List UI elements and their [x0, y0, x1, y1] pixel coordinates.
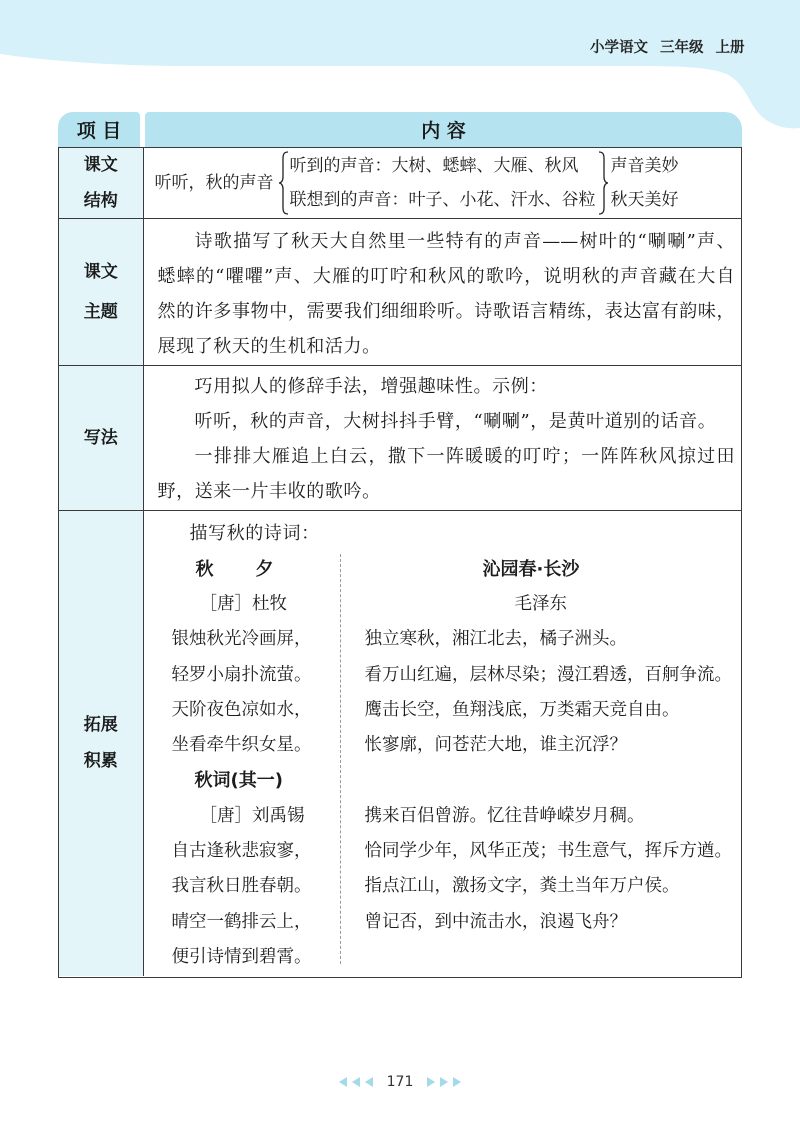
result-line: 声音美妙: [610, 155, 679, 176]
poem-line: 指点江山，激扬文字，粪土当年万户侯。: [364, 876, 680, 897]
subject-label: 小学语文: [590, 39, 648, 56]
extension-intro: 描写秋的诗词：: [189, 522, 320, 544]
paragraph-line: 听听，秋的声音，大树抖抖手臂，“唰唰”，是黄叶道别的话音。: [194, 410, 717, 432]
poem-author: ［唐］刘禹锡: [199, 805, 305, 826]
branch-heard-sounds: 听到的声音：大树、蟋蟀、大雁、秋风: [289, 155, 579, 176]
page-number: 171: [386, 1074, 414, 1090]
summary-table: [58, 147, 742, 978]
arrow-left-icon: [365, 1077, 373, 1087]
writing-paragraph: [158, 369, 735, 509]
label-extension: [59, 511, 144, 977]
label-line: 拓展: [83, 715, 118, 736]
poem-line: 独立寒秋，湘江北去，橘子洲头。: [364, 629, 627, 650]
theme-paragraph: [158, 224, 735, 364]
poem-line: 怅寥廓，问苍茫大地，谁主沉浮？: [364, 735, 627, 756]
arrow-left-icon: [352, 1077, 360, 1087]
arrow-right-icon: [427, 1077, 435, 1087]
column-header-content: 内 容: [145, 112, 742, 147]
arrow-right-icon: [453, 1077, 461, 1087]
poems-right-column: [365, 552, 733, 940]
poem-line: 鹰击长空，鱼翔浅底，万类霜天竞自由。: [364, 699, 680, 720]
result-line: 秋天美好: [610, 189, 679, 210]
poem-line: 看万山红遍，层林尽染；漫江碧透，百舸争流。: [364, 664, 732, 685]
poem-line: 自古逢秋悲寂寥，: [171, 841, 312, 862]
label-line: 积累: [83, 751, 118, 772]
poem-title: 沁园春·长沙: [482, 558, 580, 580]
label-line: 主题: [83, 301, 118, 322]
poem-line: 坐看牵牛织女星。: [171, 735, 312, 756]
poem-line: 轻罗小扇扑流萤。: [171, 664, 312, 685]
row-extension: [59, 510, 741, 977]
row-structure: [59, 148, 741, 218]
poem-line: 恰同学少年，风华正茂；书生意气，挥斥方遒。: [364, 841, 732, 862]
running-head: [590, 35, 745, 57]
structure-results: [611, 149, 679, 217]
label-writing: [59, 366, 144, 510]
label-line: 写法: [83, 427, 118, 448]
arrow-right-icon: [440, 1077, 448, 1087]
label-line: 结构: [83, 190, 118, 211]
poem-line: 便引诗情到碧霄。: [171, 946, 312, 967]
label-line: 课文: [83, 154, 118, 175]
poem-title: 秋 夕: [195, 558, 286, 580]
poem-line: 天阶夜色凉如水，: [171, 699, 312, 720]
structure-root: 听听，秋的声音: [154, 172, 274, 193]
poem-author: ［唐］杜牧: [199, 593, 287, 614]
volume-label: 上册: [715, 39, 745, 56]
label-structure: [59, 148, 144, 218]
poem-column-divider: [340, 554, 341, 964]
left-brace-icon: [278, 151, 290, 215]
page-number-footer: [320, 1073, 480, 1091]
branch-imagined-sounds: 联想到的声音：叶子、小花、汗水、谷粒: [289, 189, 596, 210]
structure-branches: [290, 149, 596, 217]
paragraph-line: 诗歌描写了秋天大自然里一些特有的声音——树叶的“唰唰”声、: [194, 230, 735, 252]
right-brace-icon: [597, 151, 609, 215]
paragraph-line: 巧用拟人的修辞手法，增强趣味性。示例：: [194, 375, 548, 397]
row-theme: [59, 218, 741, 365]
poem-line: 曾记否，到中流击水，浪遏飞舟？: [364, 911, 627, 932]
paragraph-line: 展现了秋天的生机和活力。: [157, 335, 381, 357]
grade-label: 三年级: [660, 39, 704, 56]
paragraph-line: 然的许多事物中，需要我们细细聆听。诗歌语言精练，表达富有韵味，: [157, 300, 735, 322]
poem-line: 晴空一鹤排云上，: [171, 911, 312, 932]
poem-title: 秋词(其一): [194, 770, 283, 792]
poem-line: 我言秋日胜春朝。: [171, 876, 312, 897]
paragraph-line: 蟋蟀的“㘗㘗”声、大雁的叮咛和秋风的歌吟，说明秋的声音藏在大自: [157, 265, 735, 287]
paragraph-line: 一排排大雁追上白云，撒下一阵暖暖的叮咛；一阵阵秋风掠过田: [194, 445, 735, 467]
poem-line: 银烛秋光冷画屏，: [171, 629, 312, 650]
column-header-item: 项 目: [58, 112, 140, 147]
label-line: 课文: [83, 261, 118, 282]
stanza-gap: [365, 763, 733, 798]
poems-left-column: [172, 552, 312, 976]
label-theme: [59, 219, 144, 365]
paragraph-line: 野，送来一片丰收的歌吟。: [157, 480, 381, 502]
poem-author: 毛泽东: [514, 593, 567, 614]
row-writing: [59, 365, 741, 510]
poem-line: 携来百侣曾游。忆往昔峥嵘岁月稠。: [364, 805, 645, 826]
arrow-left-icon: [339, 1077, 347, 1087]
